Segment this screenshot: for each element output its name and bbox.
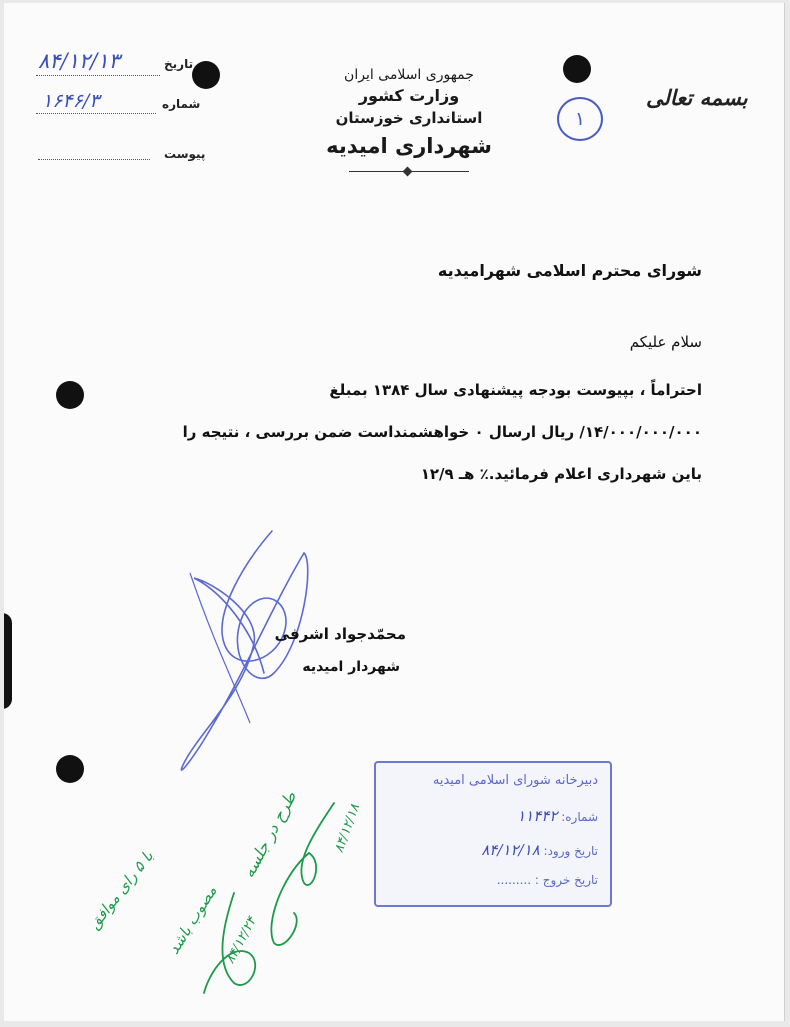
stamp-number-label: شماره: <box>561 810 598 824</box>
body-line-1: احتراماً ، بپیوست بودجه پیشنهادی سال ۱۳۸۴ بمبلغ <box>329 381 702 399</box>
meta-date <box>34 49 214 79</box>
stamp-title: دبیرخانه شورای اسلامی امیدیه <box>432 773 598 788</box>
municipality-line: شهرداری امیدیه <box>326 134 492 158</box>
note-date-b: ۸۴/۱۲/۲۴ <box>222 914 260 967</box>
header-divider <box>349 171 469 172</box>
body-line-2: ۱۴/۰۰۰/۰۰۰/۰۰۰/ ریال ارسال ۰ خواهشمنداست ضمن بررسی ، نتیجه را <box>182 423 702 441</box>
signer-title: شهردار امیدیه <box>302 659 400 675</box>
note-date-a: ۸۴/۱۲/۱۸ <box>331 802 364 855</box>
stamp-entry-row <box>481 841 598 859</box>
stamp-number-row <box>517 807 598 825</box>
ministry-line: وزارت کشور <box>358 86 460 105</box>
body-line-3: باین شهرداری اعلام فرمائید.٪ هـ ۱۲/۹ <box>420 465 702 483</box>
date-label: تاریخ <box>164 57 194 71</box>
recipient: شورای محترم اسلامی شهرامیدیه <box>437 261 702 280</box>
signer-name: محمّدجواد اشرفی <box>274 625 406 643</box>
country-line: جمهوری اسلامی ایران <box>344 67 474 83</box>
punch-hole-middle <box>56 381 84 409</box>
note-line-1: طرح در جلسه <box>238 788 301 881</box>
letterhead <box>304 65 514 172</box>
stamp-number-value: ۱۱۴۴۲ <box>517 807 558 825</box>
binder-clip <box>4 613 12 709</box>
number-value: ۱۶۴۶/۳ <box>42 90 100 112</box>
page-number: ۱ <box>574 108 586 130</box>
stamp-exit-value: ......... <box>496 873 532 887</box>
greeting: سلام علیکم <box>629 333 702 351</box>
meta-attachment <box>34 143 214 165</box>
signature-blue <box>154 523 334 793</box>
letter-page <box>4 3 785 1021</box>
attachment-label: پیوست <box>164 147 206 161</box>
stamp-entry-label: تاریخ ورود: <box>543 844 598 858</box>
stamp-entry-value: ۸۴/۱۲/۱۸ <box>481 841 540 859</box>
stamp-exit-label: تاریخ خروج : <box>534 873 598 887</box>
punch-hole-bottom <box>56 755 84 783</box>
number-label: شماره <box>162 97 201 111</box>
punch-hole-top-right <box>563 55 591 83</box>
province-line: استانداری خوزستان <box>335 109 483 127</box>
meta-number <box>34 89 214 117</box>
page-number-circle <box>557 97 603 141</box>
invocation-mark: بسمه تعالی <box>646 85 748 110</box>
date-value: ۸۴/۱۲/۱۳ <box>38 49 120 73</box>
signature-green <box>194 793 354 1003</box>
council-stamp <box>374 761 612 907</box>
note-line-2: با ۵ رای موافق <box>84 847 157 933</box>
note-line-3: مصوب باشد <box>164 882 221 958</box>
stamp-exit-row <box>497 873 598 887</box>
